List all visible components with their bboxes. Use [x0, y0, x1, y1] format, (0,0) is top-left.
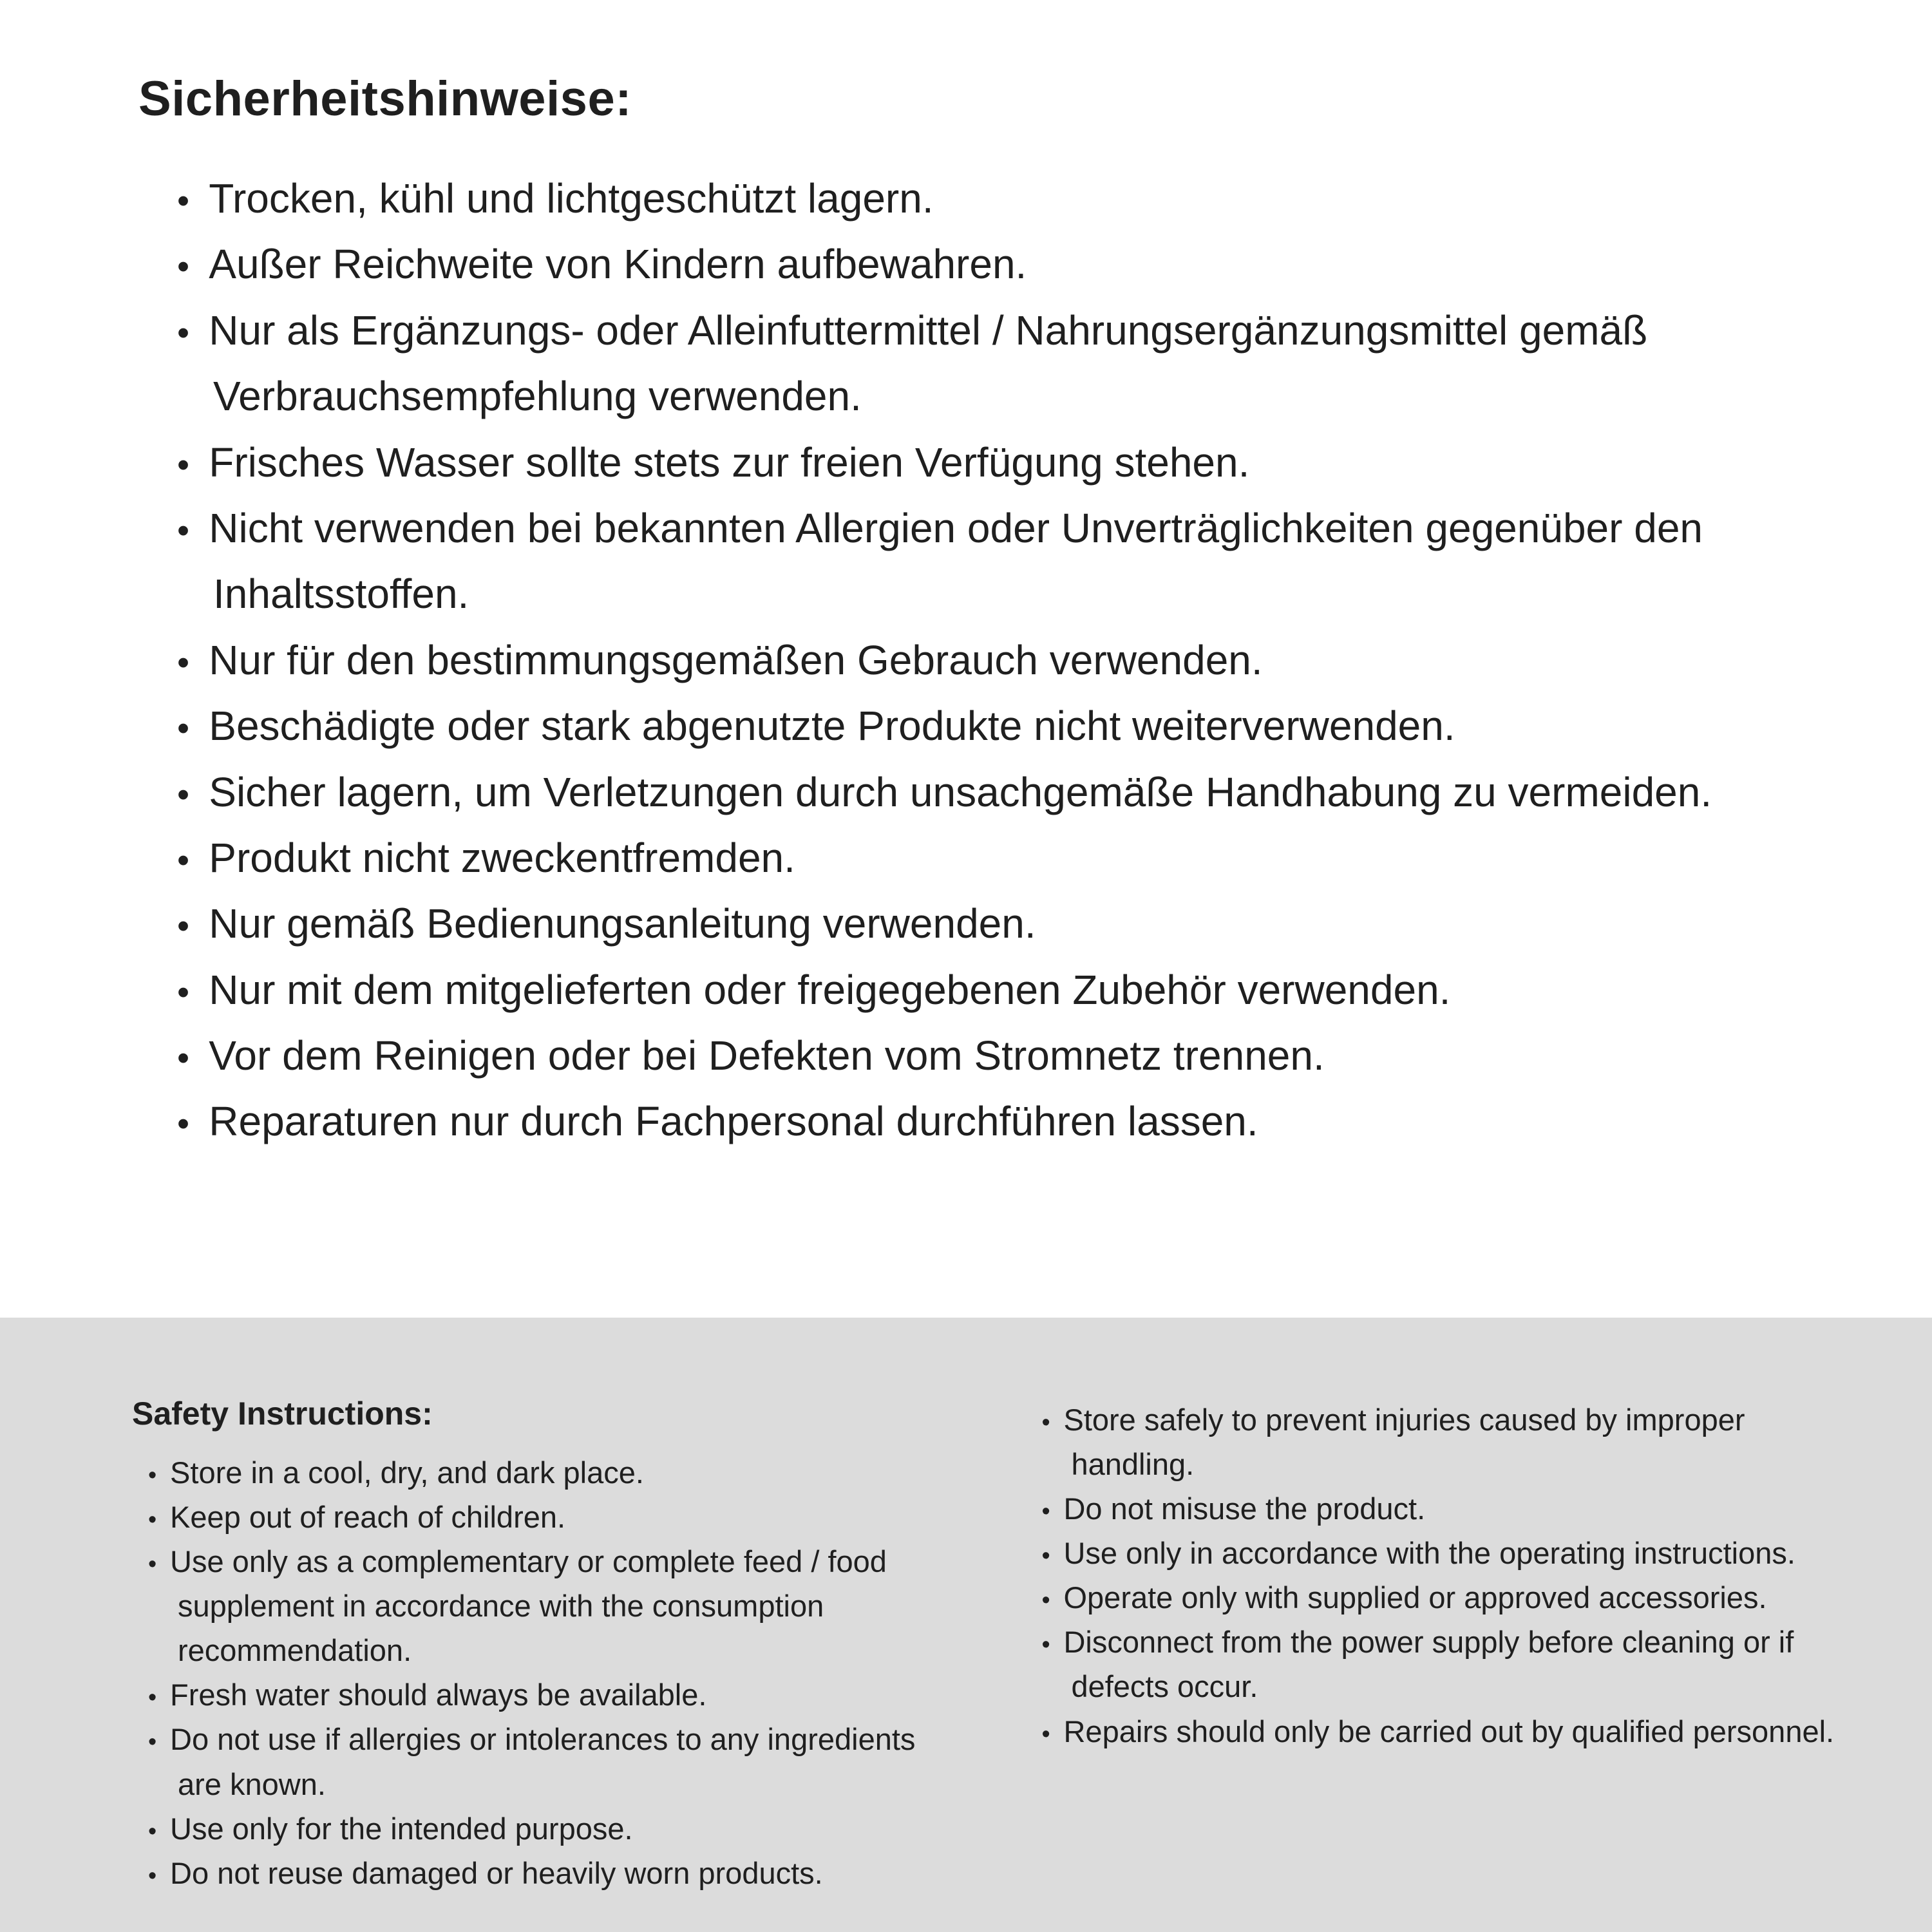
list-item: • Use only in accordance with the operating instructions.: [1041, 1531, 1842, 1575]
list-item: • Nur als Ergänzungs- oder Alleinfuttermittel / Nahrungsergänzungsmittel gemäß Verbrauchsempfehlung verwenden.: [177, 298, 1803, 430]
list-item: • Do not use if allergies or intolerances to any ingredients are known.: [148, 1717, 951, 1806]
list-item: • Use only for the intended purpose.: [148, 1806, 951, 1851]
english-safety-list-right: [1041, 1397, 1842, 1754]
list-item: • Produkt nicht zweckentfremden.: [177, 825, 1803, 891]
list-item: • Fresh water should always be available.: [148, 1672, 951, 1717]
list-item: • Nicht verwenden bei bekannten Allergien oder Unverträglichkeiten gegenüber den Inhaltsstoffen.: [177, 495, 1803, 627]
list-item: • Disconnect from the power supply before cleaning or if defects occur.: [1041, 1620, 1842, 1709]
list-item: • Do not misuse the product.: [1041, 1486, 1842, 1531]
english-section-title: Safety Instructions:: [132, 1396, 433, 1432]
list-item: • Do not reuse damaged or heavily worn products.: [148, 1851, 951, 1895]
list-item: • Keep out of reach of children.: [148, 1495, 951, 1539]
list-item: • Vor dem Reinigen oder bei Defekten vom Stromnetz trennen.: [177, 1023, 1803, 1088]
english-right-column: [1025, 1395, 1842, 1754]
list-item: • Frisches Wasser sollte stets zur freien Verfügung stehen.: [177, 430, 1803, 495]
german-safety-list: [177, 166, 1803, 1155]
list-item: • Beschädigte oder stark abgenutzte Produkte nicht weiterverwenden.: [177, 693, 1803, 759]
german-section-title: Sicherheitshinweise:: [138, 71, 632, 126]
list-item: • Nur mit dem mitgelieferten oder freigegebenen Zubehör verwenden.: [177, 957, 1803, 1023]
list-item: • Reparaturen nur durch Fachpersonal durchführen lassen.: [177, 1088, 1803, 1154]
list-item: • Repairs should only be carried out by qualified personnel.: [1041, 1709, 1842, 1754]
list-item: • Nur gemäß Bedienungsanleitung verwenden.: [177, 891, 1803, 956]
list-item: • Trocken, kühl und lichtgeschützt lagern.: [177, 166, 1803, 231]
english-safety-section: [0, 1318, 1932, 1932]
list-item: • Außer Reichweite von Kindern aufbewahren.: [177, 231, 1803, 297]
list-item: • Operate only with supplied or approved accessories.: [1041, 1575, 1842, 1620]
list-item: • Nur für den bestimmungsgemäßen Gebrauch verwenden.: [177, 627, 1803, 693]
list-item: • Sicher lagern, um Verletzungen durch unsachgemäße Handhabung zu vermeiden.: [177, 759, 1803, 825]
english-left-column: [132, 1395, 951, 1895]
list-item: • Use only as a complementary or complete feed / food supplement in accordance with the consumption recommendation.: [148, 1539, 951, 1672]
english-columns: [132, 1395, 1842, 1895]
list-item: • Store in a cool, dry, and dark place.: [148, 1450, 951, 1495]
english-safety-list-left: [148, 1450, 951, 1895]
list-item: • Store safely to prevent injuries caused by improper handling.: [1041, 1397, 1842, 1486]
